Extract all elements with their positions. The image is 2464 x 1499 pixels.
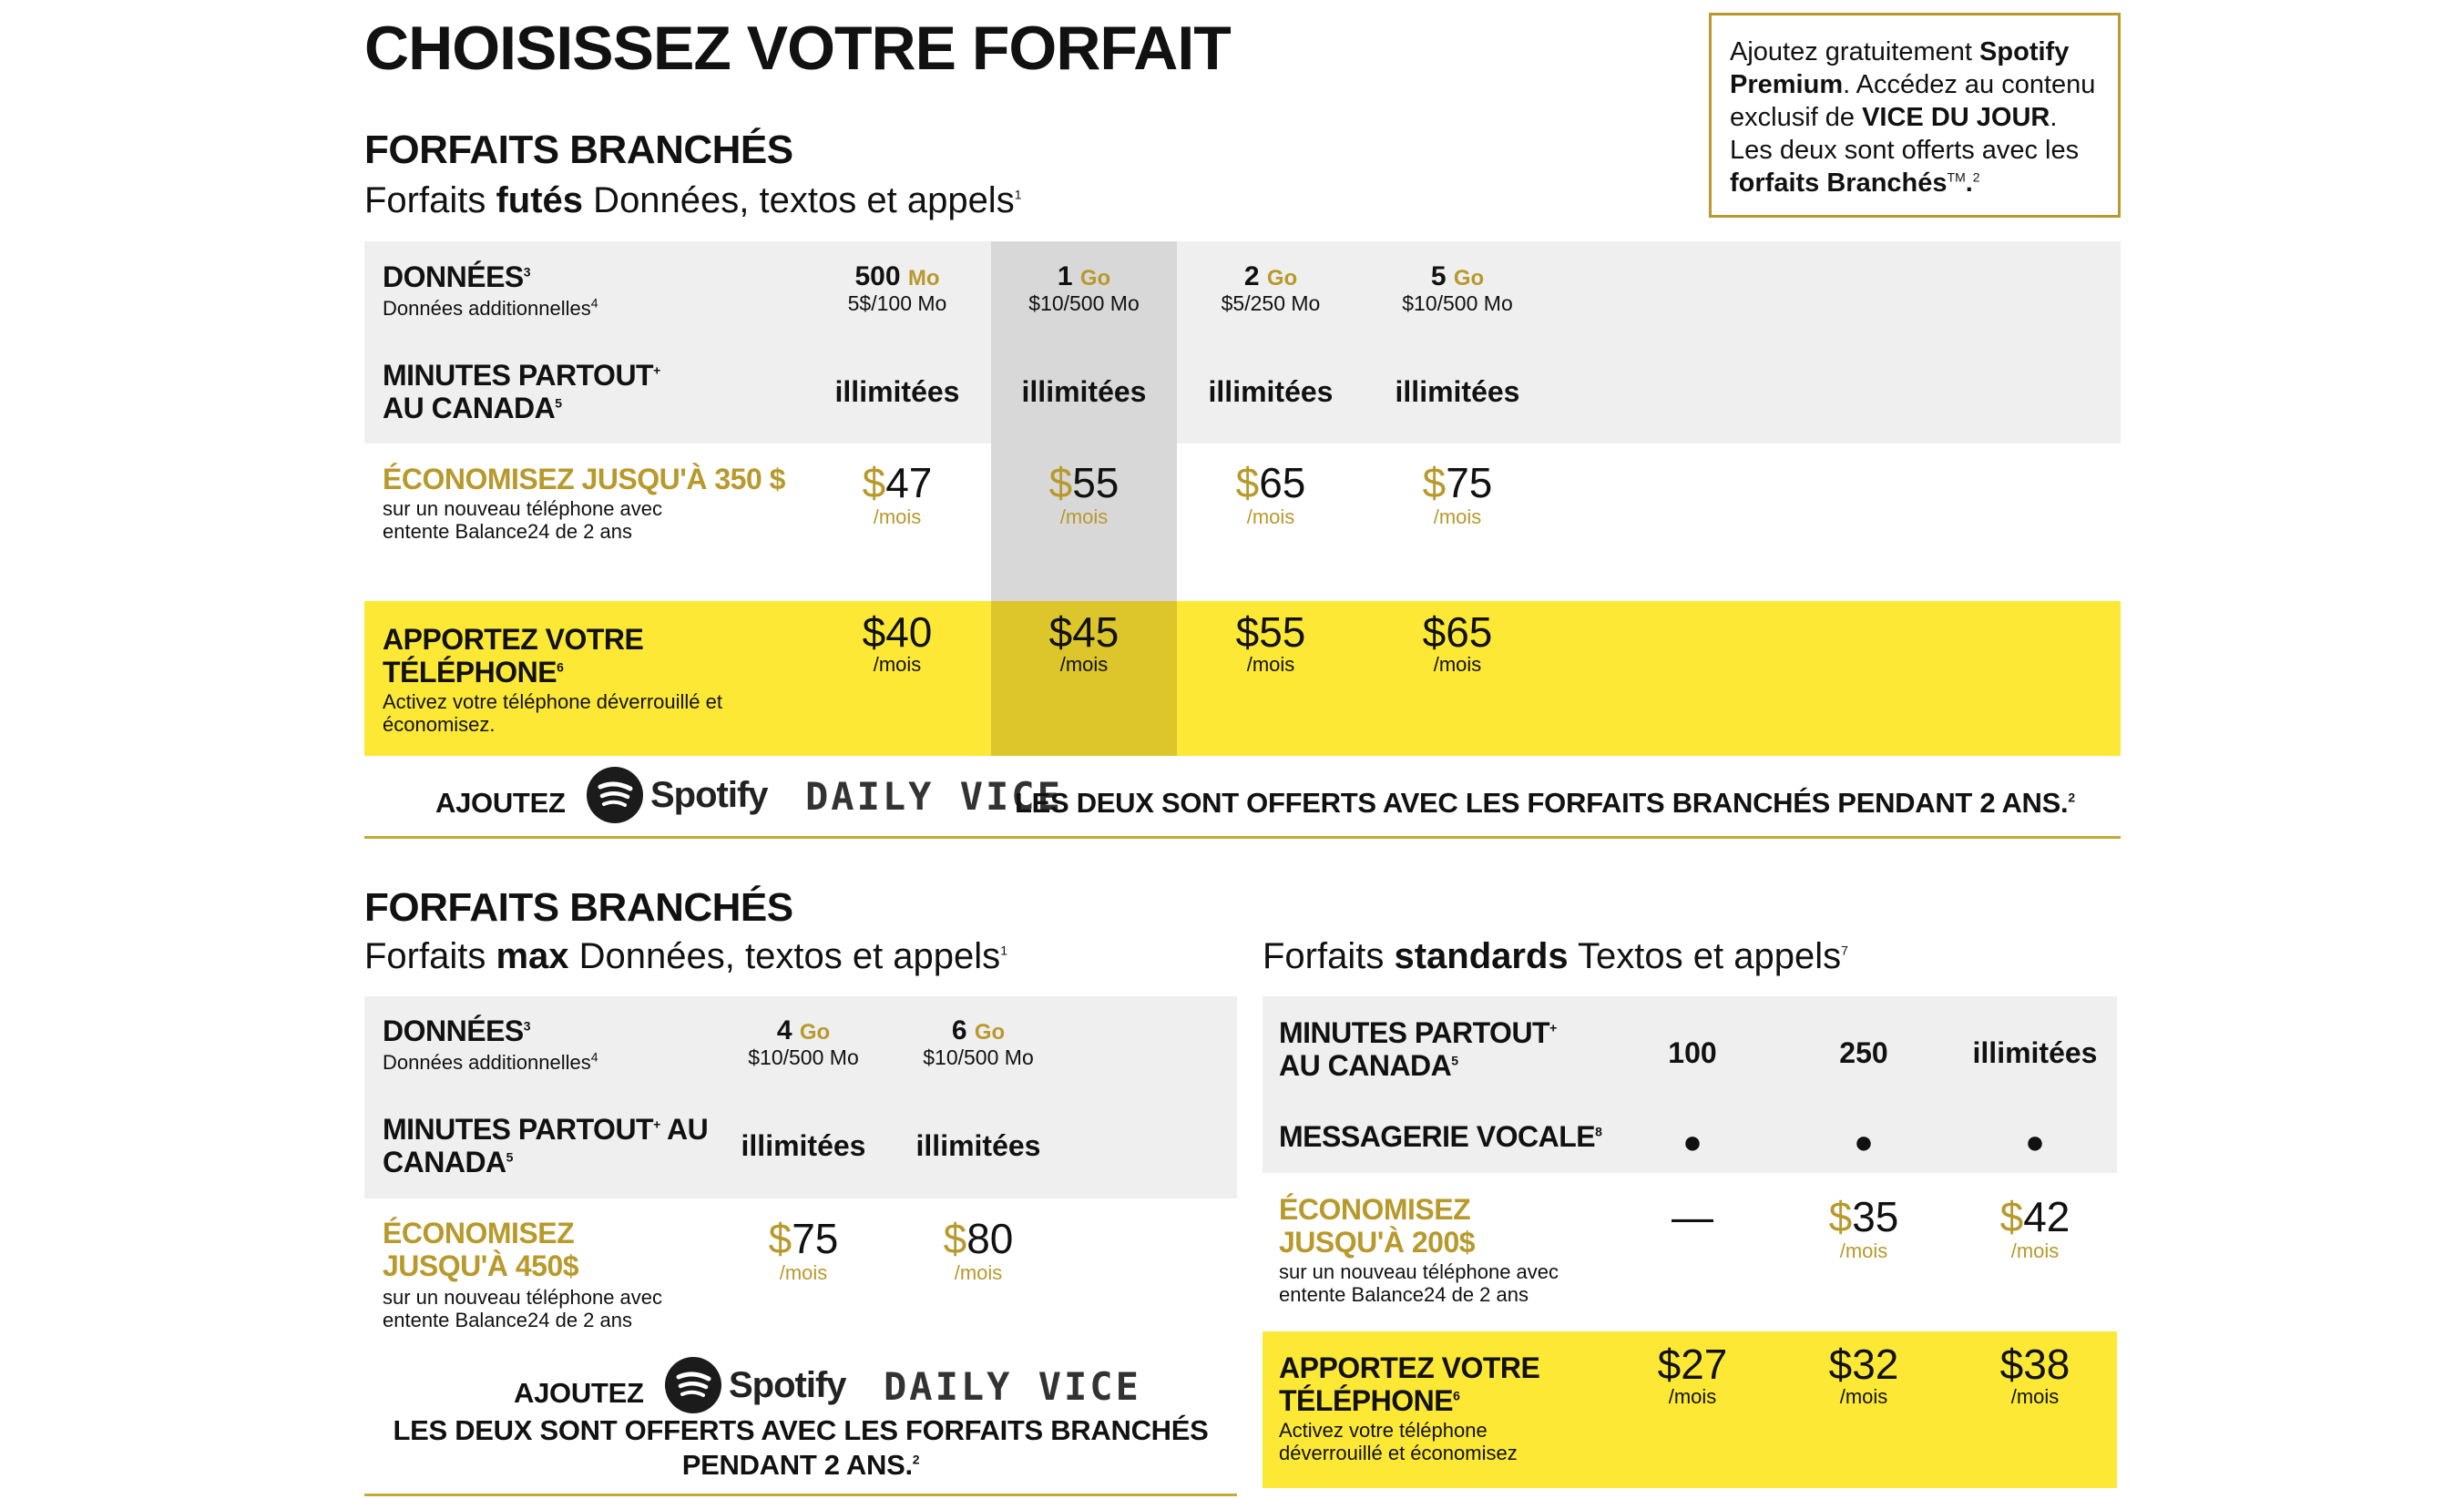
plan-per-month: /mois (2010, 1385, 2060, 1408)
page-title: CHOISISSEZ VOTRE FORFAIT (364, 14, 1231, 83)
price-value: 65 (1259, 459, 1306, 506)
plan-price-new-phone (712, 1217, 895, 1260)
currency-symbol: $ (1422, 459, 1447, 506)
plan-data-amount (1180, 262, 1362, 293)
voicemail-included-icon: ● (1854, 1123, 1874, 1160)
currency-symbol: $ (1828, 1193, 1853, 1240)
plan-data-add-price: $10/500 Mo (923, 1045, 1034, 1069)
data-amount: 5 (1430, 261, 1447, 291)
plan-price-new-phone (1773, 1195, 1955, 1239)
promo-forfaits-branches: forfaits Branchés (1730, 168, 1948, 198)
price-value: 80 (966, 1215, 1014, 1262)
plan-data-amount (1366, 262, 1549, 293)
futes-byo-label: APPORTEZ VOTRE TÉLÉPHONE$^6$ (383, 623, 644, 688)
plan-per-month: /mois (873, 653, 922, 676)
data-amount: 500 (854, 261, 901, 291)
plan-data-add-price: 5$/100 Mo (847, 291, 947, 315)
plan-minutes: illimitées (741, 1129, 866, 1162)
promo-text: Ajoutez gratuitement (1730, 37, 1980, 66)
standards-byo-label: APPORTEZ VOTRE TÉLÉPHONE$^6$ (1279, 1351, 1540, 1417)
plan-minutes: illimitées (834, 375, 960, 408)
plan-data-amount (993, 262, 1175, 293)
max-divider (364, 1494, 1237, 1496)
futes-promo-add: AJOUTEZ (435, 787, 566, 819)
plan-price-new-phone (806, 461, 988, 505)
plan-price-byo: $55 (1235, 608, 1306, 656)
spotify-icon (587, 767, 643, 823)
max-heading: FORFAITS BRANCHÉS (364, 885, 793, 930)
currency-symbol: $ (768, 1215, 792, 1262)
currency-symbol: $ (1235, 459, 1260, 506)
plan-per-month: /mois (1433, 505, 1482, 528)
standards-voicemail-label: MESSAGERIE VOCALE$^8$ (1279, 1120, 1602, 1153)
max-spotify-logo (665, 1357, 846, 1413)
price-value: 55 (1072, 459, 1120, 506)
price-value: 75 (1446, 459, 1493, 506)
plan-price-byo: $40 (862, 608, 933, 656)
standards-subheading: Forfaits standards Textos et appels$^7$ (1263, 936, 1848, 976)
spotify-wordmark: Spotify (729, 1364, 846, 1405)
plan-minutes: illimitées (1021, 375, 1147, 408)
price-value: 42 (2023, 1193, 2070, 1240)
plan-minutes: illimitées (1972, 1036, 2098, 1069)
plan-price-new-phone (887, 1217, 1069, 1260)
futes-minutes-label: MINUTES PARTOUT+ AU CANADA$^5$ (383, 359, 660, 424)
plan-per-month: /mois (954, 1261, 1003, 1284)
data-unit: Go (799, 1020, 831, 1045)
futes-byo-desc: Activez votre téléphone déverrouillé et économisez. (383, 690, 722, 736)
currency-symbol: $ (1999, 1193, 2024, 1240)
plan-data-add-price: $10/500 Mo (748, 1045, 859, 1069)
max-subheading: Forfaits max Données, textos et appels$^1$ (364, 936, 1007, 976)
plan-per-month: /mois (1839, 1239, 1888, 1262)
futes-save-label: ÉCONOMISEZ JUSQU'À 350 $ (383, 463, 785, 495)
max-promo-add: AJOUTEZ (514, 1377, 644, 1409)
standards-save-desc: sur un nouveau téléphone avec entente Balance24 de 2 ans (1279, 1260, 1559, 1306)
futes-divider (364, 836, 2121, 839)
futes-spotify-logo (587, 767, 768, 823)
plan-data-add-price: $5/250 Mo (1221, 291, 1321, 315)
max-save-label: ÉCONOMISEZ JUSQU'À 450$ (383, 1217, 579, 1282)
plan-per-month: /mois (1668, 1385, 1717, 1408)
futes-heading: FORFAITS BRANCHÉS (364, 127, 793, 172)
standards-save-label: ÉCONOMISEZ JUSQU'À 200$ (1279, 1193, 1476, 1259)
plan-price-byo: $38 (1999, 1341, 2070, 1388)
promo-period: . (1965, 168, 1973, 198)
data-amount: 4 (776, 1015, 792, 1045)
promo-text: . Accédez au contenu exclusif de (1730, 70, 2096, 132)
max-data-label: DONNÉES$^3$ (383, 1015, 531, 1047)
plan-minutes: illimitées (1395, 375, 1520, 408)
data-unit: Go (974, 1020, 1006, 1045)
currency-symbol: $ (943, 1215, 967, 1262)
plan-price-byo: $27 (1657, 1341, 1728, 1388)
data-amount: 1 (1057, 261, 1073, 291)
price-value: 47 (885, 459, 933, 506)
data-amount: 6 (951, 1015, 967, 1045)
data-unit: Go (1266, 266, 1298, 291)
max-save-desc: sur un nouveau téléphone avec entente Balance24 de 2 ans (383, 1286, 663, 1331)
data-amount: 2 (1243, 261, 1260, 291)
futes-save-desc: sur un nouveau téléphone avec entente Balance24 de 2 ans (383, 497, 663, 543)
plan-price-byo: $32 (1828, 1341, 1899, 1388)
plan-minutes: illimitées (1208, 375, 1334, 408)
plan-price-new-phone (993, 461, 1175, 505)
plan-per-month: /mois (1059, 653, 1109, 676)
plan-per-month: /mois (2010, 1239, 2060, 1262)
currency-symbol: $ (862, 459, 886, 506)
plan-per-month: /mois (1059, 505, 1109, 528)
promo-spotify-premium: Spotify Premium (1730, 37, 2070, 99)
price-value: 35 (1852, 1193, 1899, 1240)
futes-data-add-label: Données additionnelles$^4$ (383, 295, 598, 320)
voicemail-included-icon: ● (1682, 1123, 1702, 1160)
plan-data-add-price: $10/500 Mo (1028, 291, 1140, 315)
plan-minutes: illimitées (915, 1129, 1041, 1162)
promo-vice-du-jour: VICE DU JOUR (1862, 103, 2050, 132)
plan-per-month: /mois (873, 505, 922, 528)
plan-per-month: /mois (1839, 1385, 1888, 1408)
voicemail-included-icon: ● (2025, 1123, 2045, 1160)
plan-price-new-phone (1366, 461, 1549, 505)
plan-price-byo: $45 (1048, 608, 1120, 656)
standards-minutes-label: MINUTES PARTOUT+ AU CANADA$^5$ (1279, 1016, 1557, 1082)
data-unit: Mo (907, 266, 940, 291)
currency-symbol: $ (1048, 459, 1073, 506)
max-minutes-label: MINUTES PARTOUT+ AU CANADA$^5$ (383, 1113, 709, 1178)
futes-subheading: Forfaits futés Données, textos et appels$^1$ (364, 180, 1022, 220)
plan-minutes: 250 (1839, 1036, 1888, 1069)
plan-per-month: /mois (1246, 505, 1295, 528)
max-data-add-label: Données additionnelles$^4$ (383, 1049, 598, 1074)
plan-price-new-phone-unavailable: — (1672, 1193, 1713, 1240)
plan-price-new-phone (1180, 461, 1362, 505)
plan-data-amount (712, 1016, 895, 1047)
plan-data-add-price: $10/500 Mo (1402, 291, 1513, 315)
footnote-ref: 2 (1972, 169, 1980, 185)
price-value: 75 (792, 1215, 839, 1262)
data-unit: Go (1079, 266, 1111, 291)
spotify-wordmark: Spotify (650, 774, 768, 815)
plan-price-new-phone (1944, 1195, 2126, 1239)
plan-price-byo: $65 (1422, 608, 1493, 656)
spotify-icon (665, 1357, 721, 1413)
plan-per-month: /mois (1433, 653, 1482, 676)
plan-minutes: 100 (1668, 1036, 1717, 1069)
plan-per-month: /mois (779, 1261, 828, 1284)
trademark: TM (1947, 169, 1966, 185)
plan-per-month: /mois (1246, 653, 1295, 676)
plan-data-amount (887, 1016, 1069, 1047)
futes-data-label: DONNÉES$^3$ (383, 260, 531, 293)
futes-daily-vice-logo: DAILY VICE (805, 774, 1063, 819)
max-daily-vice-logo: DAILY VICE (884, 1364, 1141, 1409)
max-promo-text: LES DEUX SONT OFFERTS AVEC LES FORFAITS BRANCHÉS PENDANT 2 ANS.$^2$ (393, 1414, 1209, 1481)
plan-data-amount (806, 262, 988, 293)
standards-byo-desc: Activez votre téléphone déverrouillé et économisez (1279, 1419, 1518, 1464)
futes-promo-text: LES DEUX SONT OFFERTS AVEC LES FORFAITS BRANCHÉS PENDANT 2 ANS.$^2$ (1015, 787, 2075, 819)
spotify-promo-box (1709, 13, 2121, 218)
promo-text: . Les deux sont offerts avec les (1730, 103, 2080, 165)
data-unit: Go (1453, 266, 1485, 291)
